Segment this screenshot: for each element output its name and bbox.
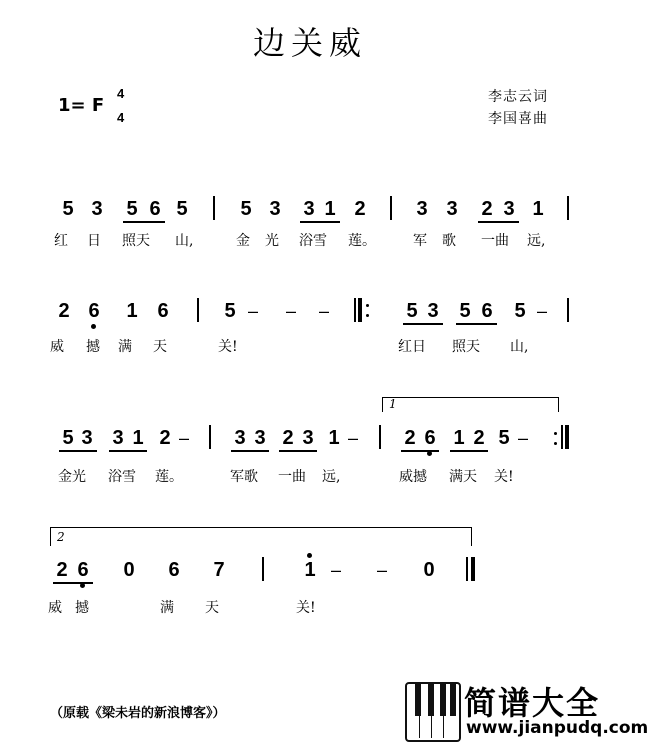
note: 2 bbox=[481, 198, 493, 220]
first-ending-bracket bbox=[382, 397, 559, 412]
lyric: 撼 bbox=[75, 600, 89, 616]
note: 6 bbox=[481, 300, 493, 322]
note: 3 bbox=[254, 427, 266, 449]
lyric: 照天 bbox=[452, 339, 480, 355]
eighth-underline bbox=[53, 582, 93, 584]
note: 5 bbox=[498, 427, 510, 449]
barline bbox=[197, 298, 199, 322]
lyric: 日 bbox=[87, 233, 101, 249]
note: 5 bbox=[62, 198, 74, 220]
lyric: 远, bbox=[322, 469, 341, 485]
final-barline-thick bbox=[471, 557, 475, 581]
lyric: 浴雪 bbox=[299, 233, 327, 249]
extension-dash: – bbox=[536, 301, 547, 321]
note: 1 bbox=[132, 427, 144, 449]
note: 2 bbox=[58, 300, 70, 322]
note: 3 bbox=[503, 198, 515, 220]
low-octave-dot bbox=[427, 451, 432, 456]
note: 3 bbox=[427, 300, 439, 322]
barline bbox=[567, 298, 569, 322]
lyric: 关! bbox=[296, 600, 316, 616]
eighth-underline bbox=[403, 323, 443, 325]
barline bbox=[390, 196, 392, 220]
lyric: 关! bbox=[494, 469, 514, 485]
lyric: 红 bbox=[54, 233, 68, 249]
lyric: 天 bbox=[205, 600, 219, 616]
lyric: 照天 bbox=[122, 233, 150, 249]
note: 1 bbox=[126, 300, 138, 322]
note: 5 bbox=[514, 300, 526, 322]
lyric: 威 bbox=[48, 600, 62, 616]
note: 5 bbox=[126, 198, 138, 220]
note: 3 bbox=[81, 427, 93, 449]
note: 5 bbox=[224, 300, 236, 322]
lyric: 满 bbox=[160, 600, 174, 616]
extension-dash: – bbox=[318, 301, 329, 321]
extension-dash: – bbox=[376, 560, 387, 580]
lyric: 歌 bbox=[442, 233, 456, 249]
note: 5 bbox=[62, 427, 74, 449]
note: 5 bbox=[406, 300, 418, 322]
lyric: 山, bbox=[175, 233, 194, 249]
extension-dash: – bbox=[347, 428, 358, 448]
lyric: 莲。 bbox=[348, 233, 376, 249]
note: 6 bbox=[424, 427, 436, 449]
eighth-underline bbox=[450, 450, 488, 452]
eighth-underline bbox=[59, 450, 97, 452]
second-ending-bracket bbox=[50, 527, 472, 546]
note: 3 bbox=[234, 427, 246, 449]
lyric: 威 bbox=[50, 339, 64, 355]
repeat-dot bbox=[366, 304, 369, 307]
note: 3 bbox=[303, 198, 315, 220]
lyric: 一曲 bbox=[278, 469, 306, 485]
note: 1 bbox=[328, 427, 340, 449]
note: 6 bbox=[77, 559, 89, 581]
eighth-underline bbox=[300, 221, 340, 223]
eighth-underline bbox=[401, 450, 439, 452]
barline bbox=[209, 425, 211, 449]
lyric: 满 bbox=[118, 339, 132, 355]
note: 3 bbox=[269, 198, 281, 220]
note: 1 bbox=[304, 559, 316, 581]
lyricist-credit: 李志云词 bbox=[488, 89, 548, 105]
lyric: 满天 bbox=[449, 469, 477, 485]
low-octave-dot bbox=[91, 324, 96, 329]
composer-credit: 李国喜曲 bbox=[488, 111, 548, 127]
extension-dash: – bbox=[247, 301, 258, 321]
time-signature-top: 4 bbox=[117, 86, 125, 101]
note: 1 bbox=[324, 198, 336, 220]
note: 7 bbox=[213, 559, 225, 581]
source-note: （原载《梁未岩的新浪博客》） bbox=[50, 706, 226, 721]
repeat-dot bbox=[366, 314, 369, 317]
song-title: 边关威 bbox=[252, 24, 367, 62]
eighth-underline bbox=[123, 221, 165, 223]
extension-dash: – bbox=[285, 301, 296, 321]
site-url[interactable]: www.jianpudq.com bbox=[466, 718, 648, 738]
note: 5 bbox=[240, 198, 252, 220]
note: 3 bbox=[302, 427, 314, 449]
note: 5 bbox=[459, 300, 471, 322]
note: 3 bbox=[91, 198, 103, 220]
high-octave-dot bbox=[307, 553, 312, 558]
note: 0 bbox=[123, 559, 135, 581]
second-ending-number: 2 bbox=[57, 530, 65, 544]
final-barline-thin bbox=[466, 557, 468, 581]
lyric: 红日 bbox=[398, 339, 426, 355]
lyric: 威撼 bbox=[399, 469, 427, 485]
eighth-underline bbox=[279, 450, 317, 452]
extension-dash: – bbox=[178, 428, 189, 448]
lyric: 金 bbox=[236, 233, 250, 249]
note: 2 bbox=[404, 427, 416, 449]
lyric: 远, bbox=[527, 233, 546, 249]
eighth-underline bbox=[109, 450, 147, 452]
note: 2 bbox=[56, 559, 68, 581]
note: 3 bbox=[416, 198, 428, 220]
barline bbox=[567, 196, 569, 220]
repeat-start-thick-bar bbox=[358, 298, 362, 322]
lyric: 天 bbox=[153, 339, 167, 355]
lyric: 莲。 bbox=[155, 469, 183, 485]
note: 6 bbox=[149, 198, 161, 220]
barline bbox=[262, 557, 264, 581]
note: 2 bbox=[354, 198, 366, 220]
barline bbox=[379, 425, 381, 449]
key-signature: 1= F bbox=[58, 95, 105, 116]
lyric: 关! bbox=[218, 339, 238, 355]
first-ending-number: 1 bbox=[389, 397, 397, 411]
note: 2 bbox=[282, 427, 294, 449]
barline bbox=[354, 298, 356, 322]
low-octave-dot bbox=[80, 583, 85, 588]
lyric: 金光 bbox=[58, 469, 86, 485]
repeat-dot bbox=[554, 432, 557, 435]
eighth-underline bbox=[456, 323, 497, 325]
piano-keys-logo bbox=[405, 682, 461, 742]
note: 0 bbox=[423, 559, 435, 581]
note: 2 bbox=[473, 427, 485, 449]
note: 6 bbox=[157, 300, 169, 322]
note: 1 bbox=[453, 427, 465, 449]
lyric: 军 bbox=[413, 233, 427, 249]
note: 6 bbox=[88, 300, 100, 322]
extension-dash: – bbox=[517, 428, 528, 448]
eighth-underline bbox=[231, 450, 269, 452]
lyric: 光 bbox=[265, 233, 279, 249]
lyric: 浴雪 bbox=[108, 469, 136, 485]
note: 1 bbox=[532, 198, 544, 220]
eighth-underline bbox=[478, 221, 519, 223]
note: 5 bbox=[176, 198, 188, 220]
lyric: 军歌 bbox=[230, 469, 258, 485]
repeat-dot bbox=[554, 442, 557, 445]
barline bbox=[561, 425, 563, 449]
lyric: 一曲 bbox=[481, 233, 509, 249]
note: 6 bbox=[168, 559, 180, 581]
extension-dash: – bbox=[330, 560, 341, 580]
repeat-end-thick-bar bbox=[565, 425, 569, 449]
note: 3 bbox=[112, 427, 124, 449]
lyric: 山, bbox=[510, 339, 529, 355]
time-signature-bottom: 4 bbox=[117, 110, 125, 125]
note: 2 bbox=[159, 427, 171, 449]
brand-name: 简谱大全 bbox=[464, 684, 601, 722]
lyric: 撼 bbox=[86, 339, 100, 355]
note: 3 bbox=[446, 198, 458, 220]
barline bbox=[213, 196, 215, 220]
